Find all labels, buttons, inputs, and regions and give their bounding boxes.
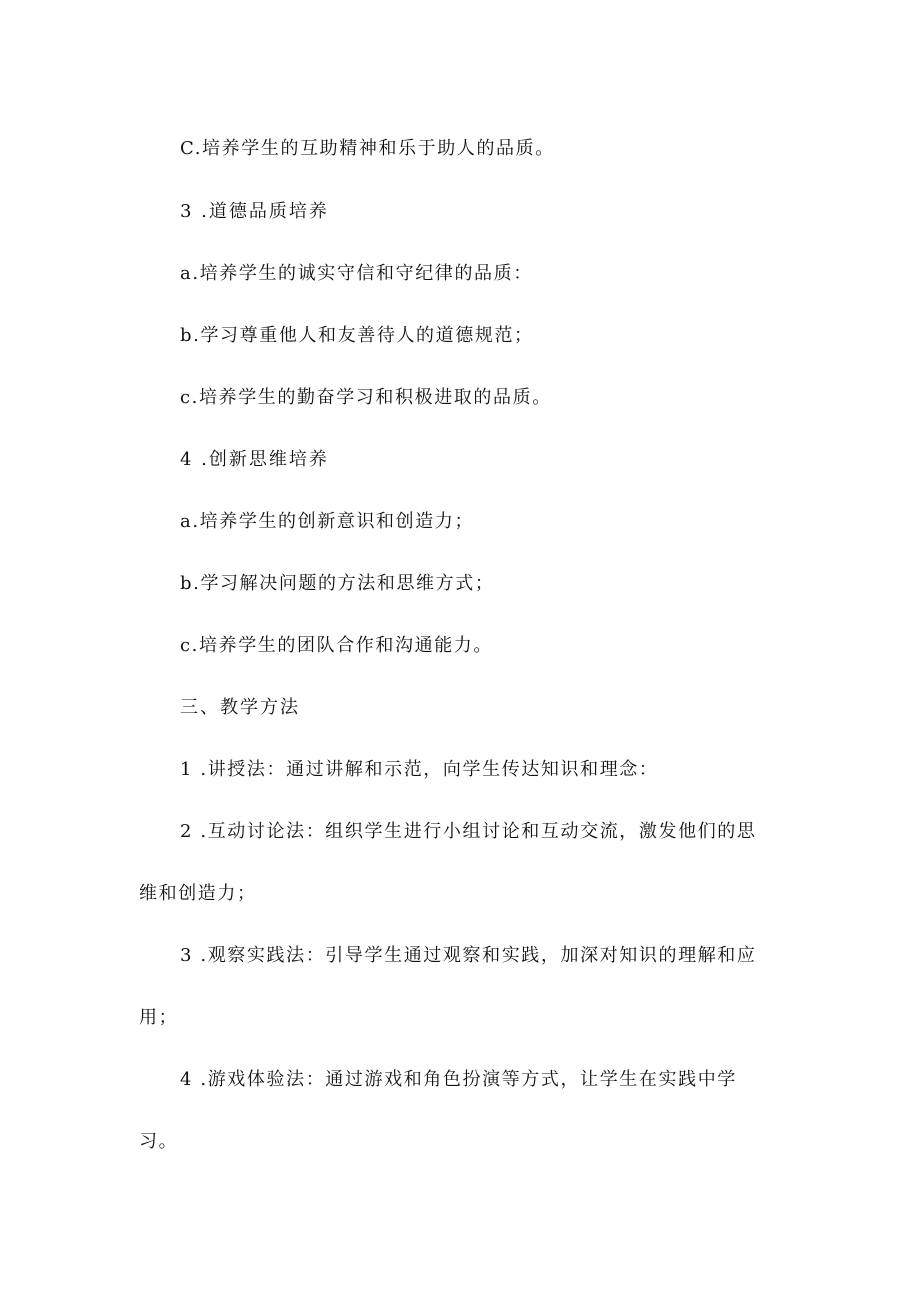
method-item-3-observation: 3 .观察实践法：引导学生通过观察和实践，加深对知识的理解和应	[180, 945, 757, 966]
goal-item-b-problem-solving: b.学习解决问题的方法和思维方式；	[180, 573, 495, 594]
method-item-4-game: 4 .游戏体验法：通过游戏和角色扮演等方式，让学生在实践中学	[180, 1069, 737, 1090]
goal-item-c-diligence: c.培养学生的勤奋学习和积极进取的品质。	[180, 387, 552, 408]
method-item-1-lecture: 1 .讲授法：通过讲解和示范，向学生传达知识和理念：	[180, 759, 659, 780]
section-heading-teaching-methods: 三、教学方法	[180, 697, 300, 718]
goal-item-c-mutual-help: C.培养学生的互助精神和乐于助人的品质。	[180, 138, 555, 159]
method-item-3-observation-continued: 用；	[139, 1007, 179, 1028]
section-heading-moral-quality: 3 .道德品质培养	[180, 201, 329, 222]
method-item-4-game-continued: 习。	[139, 1131, 179, 1152]
method-item-2-discussion: 2 .互动讨论法：组织学生进行小组讨论和互动交流，激发他们的思	[180, 821, 757, 842]
goal-item-a-innovation: a.培养学生的创新意识和创造力；	[180, 511, 475, 532]
goal-item-a-honesty: a.培养学生的诚实守信和守纪律的品质：	[180, 263, 533, 284]
method-item-2-discussion-continued: 维和创造力；	[139, 883, 257, 904]
section-heading-creative-thinking: 4 .创新思维培养	[180, 449, 329, 470]
goal-item-c-teamwork: c.培养学生的团队合作和沟通能力。	[180, 635, 494, 656]
goal-item-b-respect: b.学习尊重他人和友善待人的道德规范；	[180, 325, 534, 346]
